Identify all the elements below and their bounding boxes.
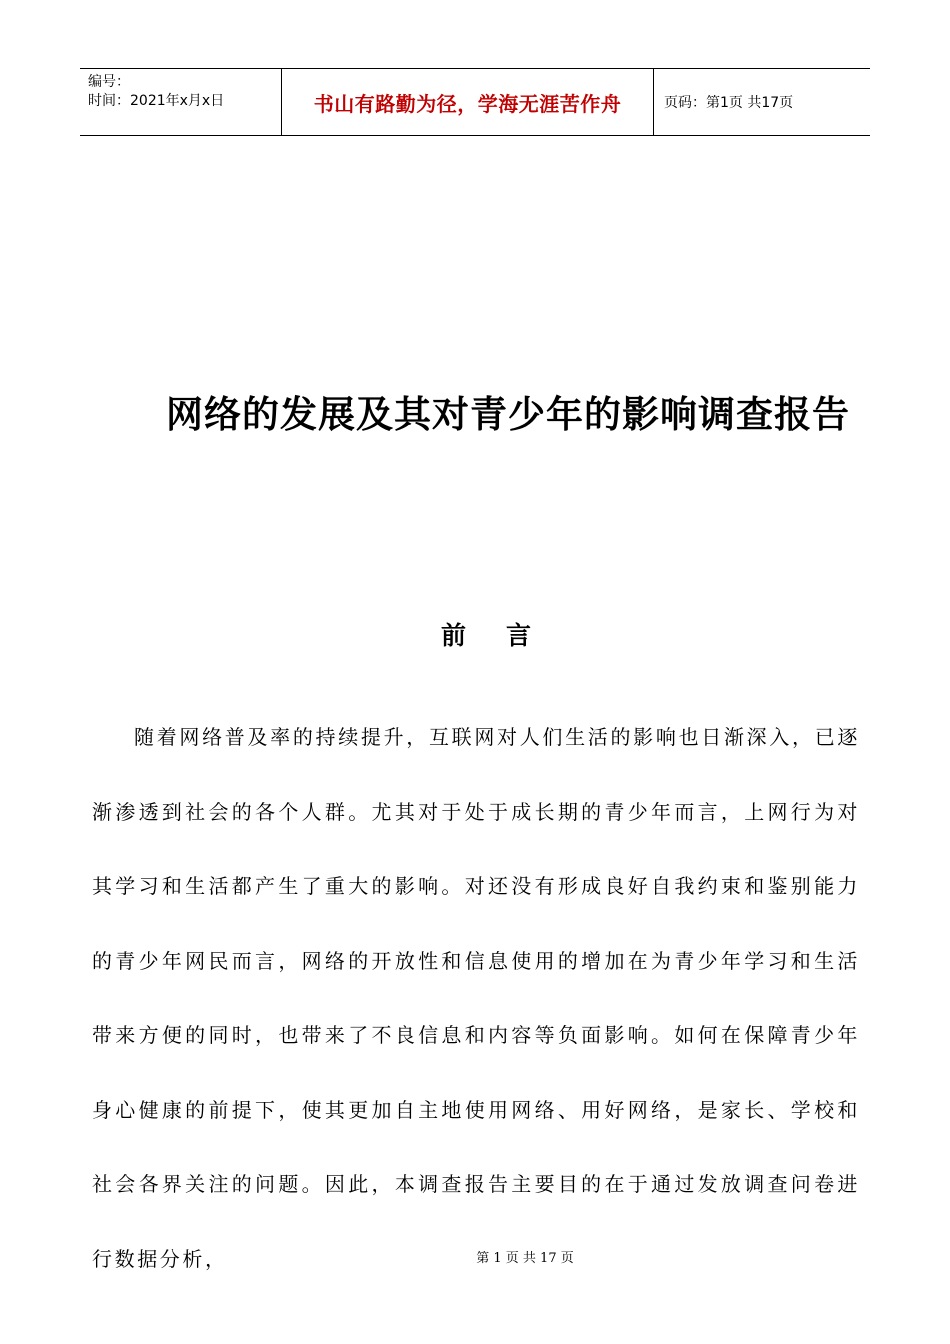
body-paragraph: 随着网络普及率的持续提升，互联网对人们生活的影响也日渐深入，已逐渐渗透到社会的各个人群。尤其对于处于成长期的青少年而言，上网行为对其学习和生活都产生了重大的影响。对还没有形成良好自我约束和鉴别能力的青少年网民而言，网络的开放性和信息使用的增加在为青少年学习和生活带来方便的同时，也带来了不良信息和内容等负面影响。如何在保障青少年身心健康的前提下，使其更加自主地使用网络、用好网络，是家长、学校和社会各界关注的问题。因此，本调查报告主要目的在于通过发放调查问卷进行数据分析， <box>92 725 860 1271</box>
header-motto-cell <box>282 69 654 135</box>
document-number-label: 编号： <box>88 74 130 90</box>
header-meta-cell <box>80 69 282 135</box>
document-title: 网络的发展及其对青少年的影响调查报告 <box>166 393 850 436</box>
header-table <box>80 68 870 136</box>
document-time-label: 时间：2021年x月x日 <box>88 93 225 109</box>
header-motto: 书山有路勤为径，学海无涯苦作舟 <box>313 91 622 116</box>
header-page-cell <box>654 69 870 135</box>
section-title: 前言 <box>440 621 571 650</box>
header-page-info: 页码：第1页 共17页 <box>664 95 794 111</box>
page-footer: 第 1 页 共 17 页 <box>476 1251 574 1266</box>
